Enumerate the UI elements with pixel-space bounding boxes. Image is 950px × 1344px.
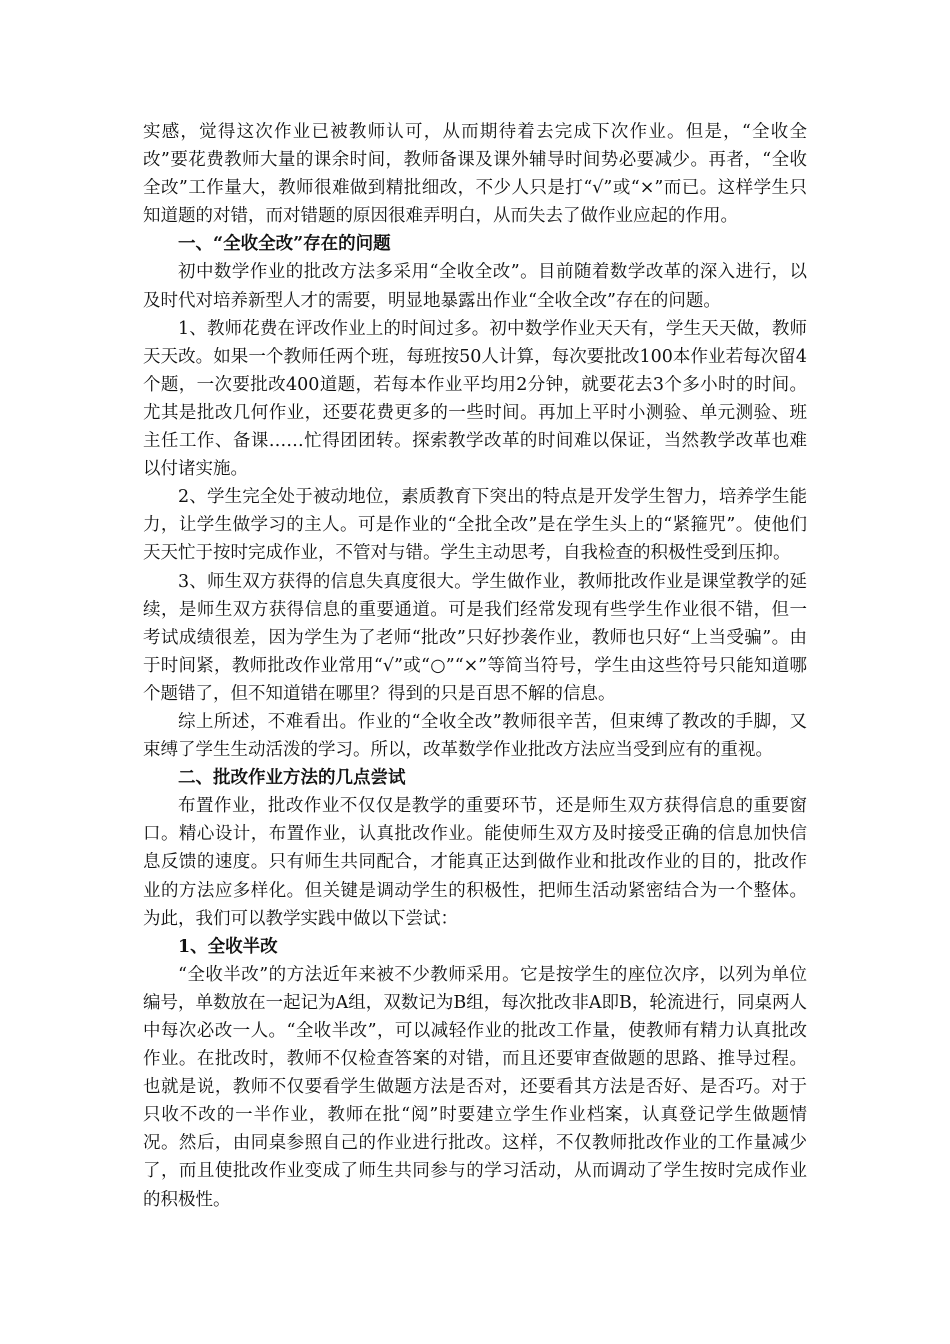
paragraph: 综上所述，不难看出。作业的“全收全改”教师很辛苦，但束缚了教改的手脚，又束缚了学生生动活泼的学习。所以，改革数学作业批改方法应当受到应有的重视。	[143, 711, 807, 761]
section-heading-2: 二、批改作业方法的几点尝试	[178, 768, 406, 789]
paragraph-continuation: 实感，觉得这次作业已被教师认可，从而期待着去完成下次作业。但是，“全收全改”要花费教师大量的课余时间，教师备课及课外辅导时间势必要减少。再者，“全收全改”工作量大，教师很难做到精批细改，不少人只是打“√”或“×”而已。这样学生只知道题的对错，而对错题的原因很难弄明白，从而失去了做作业应起的作用。	[143, 122, 807, 227]
paragraph: 初中数学作业的批改方法多采用“全收全改”。目前随着数学改革的深入进行，以及时代对培养新型人才的需要，明显地暴露出作业“全收全改”存在的问题。	[143, 262, 807, 311]
paragraph: 1、教师花费在评改作业上的时间过多。初中数学作业天天有，学生天天做，教师天天改。如果一个教师任两个班，每班按50人计算，每次要批改100本作业若每次留4个题，一次要批改400道题，若每本作业平均用2分钟，就要花去3个多小时的时间。尤其是批改几何作业，还要花费更多的一些时间。再加上平时小测验、单元测验、班主任工作、备课……忙得团团转。探索教学改革的时间难以保证，当然教学改革也难以付诸实施。	[143, 318, 807, 480]
subsection-heading: 1、全收半改	[178, 936, 278, 957]
section-heading-1: 一、“全收全改”存在的问题	[178, 234, 391, 255]
paragraph: 3、师生双方获得的信息失真度很大。学生做作业，教师批改作业是课堂教学的延续，是师生双方获得信息的重要通道。可是我们经常发现有些学生作业很不错，但一考试成绩很差，因为学生为了老师“批改”只好抄袭作业，教师也只好“上当受骗”。由于时间紧，教师批改作业常用“√”或“○”“×”等简当符号，学生由这些符号只能知道哪个题错了，但不知道错在哪里？得到的只是百思不解的信息。	[143, 571, 807, 704]
paragraph: 2、学生完全处于被动地位，素质教育下突出的特点是开发学生智力，培养学生能力，让学生做学习的主人。可是作业的“全批全改”是在学生头上的“紧箍咒”。使他们天天忙于按时完成作业，不管对与错。学生主动思考，自我检查的积极性受到压抑。	[143, 487, 807, 564]
paragraph: 布置作业，批改作业不仅仅是教学的重要环节，还是师生双方获得信息的重要窗口。精心设计，布置作业，认真批改作业。能使师生双方及时接受正确的信息加快信息反馈的速度。只有师生共同配合，才能真正达到做作业和批改作业的目的，批改作业的方法应多样化。但关键是调动学生的积极性，把师生活动紧密结合为一个整体。为此，我们可以教学实践中做以下尝试：	[143, 796, 807, 929]
paragraph: “全收半改”的方法近年来被不少教师采用。它是按学生的座位次序，以列为单位编号，单数放在一起记为A组，双数记为B组，每次批改非A即B，轮流进行，同桌两人中每次必改一人。“全收半改”，可以减轻作业的批改工作量，使教师有精力认真批改作业。在批改时，教师不仅检查答案的对错，而且还要审查做题的思路、推导过程。也就是说，教师不仅要看学生做题方法是否对，还要看其方法是否好、是否巧。对于只收不改的一半作业，教师在批“阅”时要建立学生作业档案，认真登记学生做题情况。然后，由同桌参照自己的作业进行批改。这样，不仅教师批改作业的工作量减少了，而且使批改作业变成了师生共同参与的学习活动，从而调动了学生按时完成作业的积极性。	[143, 964, 807, 1210]
document-body	[143, 118, 807, 1214]
